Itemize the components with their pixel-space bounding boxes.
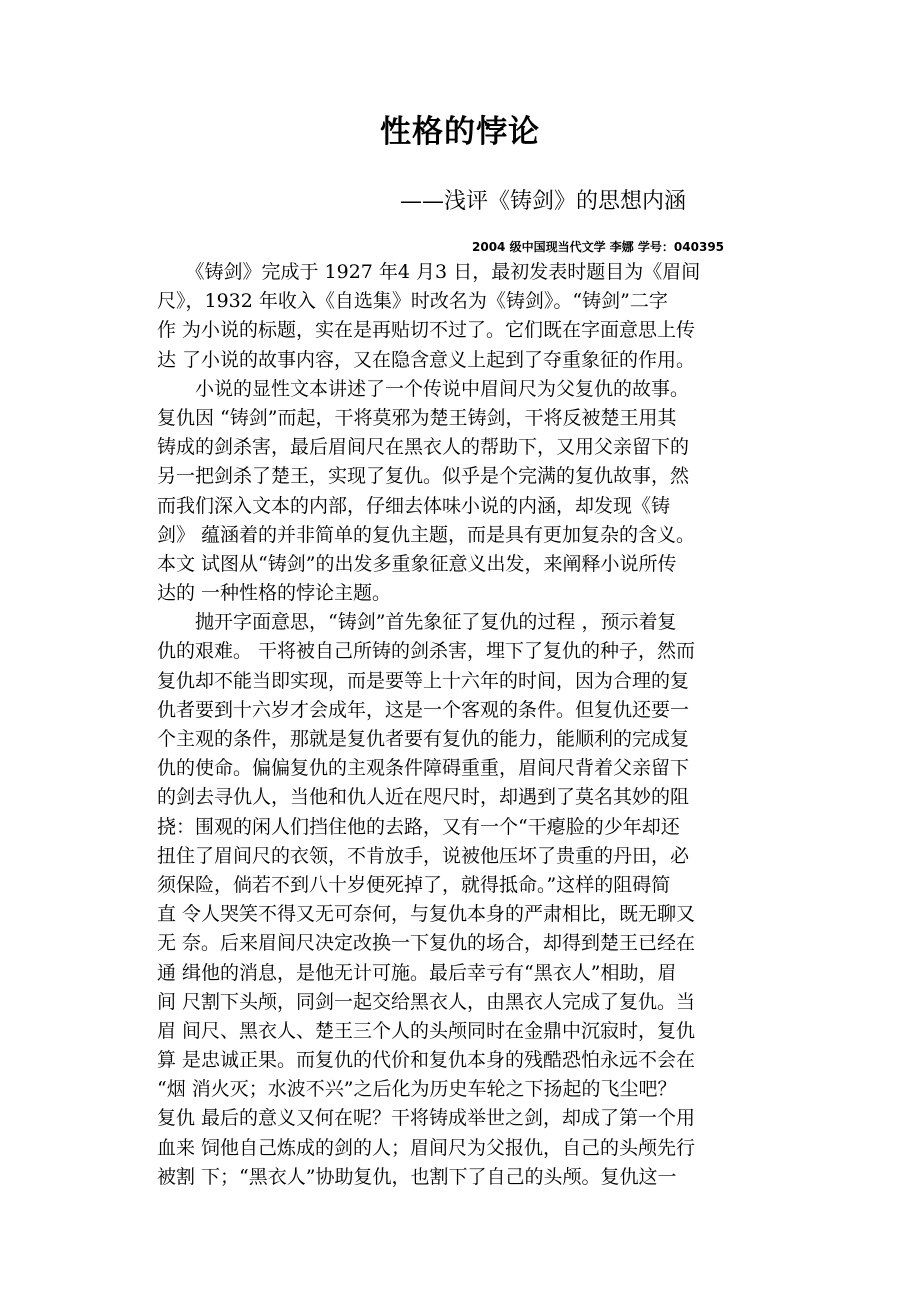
text-line: 间 尺割下头颅，同剑一起交给黑衣人，由黑衣人完成了复仇。当 xyxy=(157,990,696,1013)
text-line: 须保险，倘若不到八十岁便死掉了，就得抵命。”这样的阻碍简 xyxy=(157,873,671,896)
text-line: 通 缉他的消息，是他无计可施。最后幸亏有“黑衣人”相助，眉 xyxy=(157,961,677,984)
text-line: 尺》，1932 年收入《自选集》时改名为《铸剑》。“铸剑”二字 xyxy=(157,290,668,313)
text-line: 眉 间尺、黑衣人、楚王三个人的头颅同时在金鼎中沉寂时，复仇 xyxy=(157,1019,696,1042)
text-line: 复仇 最后的意义又何在呢？干将铸成举世之剑，却成了第一个用 xyxy=(157,1107,696,1130)
text-line: 铸成的剑杀害，最后眉间尺在黑衣人的帮助下，又用父亲留下的 xyxy=(157,436,690,459)
text-line: 而我们深入文本的内部，仔细去体味小说的内涵，却发现《铸 xyxy=(157,494,671,517)
text-line: 血来 饲他自己炼成的剑的人；眉间尺为父报仇，自己的头颅先行 xyxy=(157,1136,696,1159)
text-line: 直 令人哭笑不得又无可奈何，与复仇本身的严肃相比，既无聊又 xyxy=(157,903,696,926)
text-line: 作 为小说的标题，实在是再贴切不过了。它们既在字面意思上传 xyxy=(157,319,696,342)
text-line: 仇的艰难。 干将被自己所铸的剑杀害，埋下了复仇的种子，然而 xyxy=(157,640,696,663)
text-line: 扭住了眉间尺的衣领，不肯放手，说被他压坏了贵重的丹田，必 xyxy=(157,844,690,867)
text-line: 仇的使命。偏偏复仇的主观条件障碍重重，眉间尺背着父亲留下 xyxy=(157,757,690,780)
text-line: 达 了小说的故事内容，又在隐含意义上起到了夺重象征的作用。 xyxy=(157,348,696,371)
text-line: 算 是忠诚正果。而复仇的代价和复仇本身的残酷恐怕永远不会在 xyxy=(157,1049,696,1072)
text-line: 达的 一种性格的悖论主题。 xyxy=(157,582,392,605)
page-subtitle: ——浅评《铸剑》的思想内涵 xyxy=(400,189,687,214)
text-line: 挠：围观的闲人们挡住他的去路，又有一个“干瘪脸的少年却还 xyxy=(157,815,680,838)
text-line: 的剑去寻仇人，当他和仇人近在咫尺时，却遇到了莫名其妙的阻 xyxy=(157,786,690,809)
text-line: 仇者要到十六岁才会成年，这是一个客观的条件。但复仇还要一 xyxy=(157,698,690,721)
text-line: 本文 试图从“铸剑”的出发多重象征意义出发，来阐释小说所传 xyxy=(157,552,677,575)
text-line: 小说的显性文本讲述了一个传说中眉间尺为父复仇的故事。 xyxy=(157,377,690,400)
text-line: 抛开字面意思，“铸剑”首先象征了复仇的过程 ，预示着复 xyxy=(157,611,677,634)
text-line: 剑》 蕴涵着的并非简单的复仇主题，而是具有更加复杂的含义。 xyxy=(157,523,696,546)
body-text xyxy=(157,258,767,1192)
text-line: 复仇却不能当即实现，而是要等上十六年的时间，因为合理的复 xyxy=(157,669,690,692)
text-line: 无 奈。后来眉间尺决定改换一下复仇的场合，却得到楚王已经在 xyxy=(157,932,696,955)
page-title: 性格的悖论 xyxy=(380,114,540,150)
text-line: 另一把剑杀了楚王，实现了复仇。似乎是个完满的复仇故事，然 xyxy=(157,465,690,488)
text-line: 《铸剑》完成于 1927 年4 月3 日，最初发表时题目为《眉间 xyxy=(157,261,701,283)
text-line: 复仇因 “铸剑”而起，干将莫邪为楚王铸剑，干将反被楚王用其 xyxy=(157,406,677,429)
author-line: 2004 级中国现当代文学 李娜 学号：040395 xyxy=(472,240,725,254)
text-line: 被割 下；“黑衣人”协助复仇，也割下了自己的头颅。复仇这一 xyxy=(157,1165,677,1188)
text-line: “烟 消火灭；水波不兴”之后化为历史车轮之下扬起的飞尘吧？ xyxy=(157,1078,677,1101)
text-line: 个主观的条件，那就是复仇者要有复仇的能力，能顺利的完成复 xyxy=(157,728,690,750)
